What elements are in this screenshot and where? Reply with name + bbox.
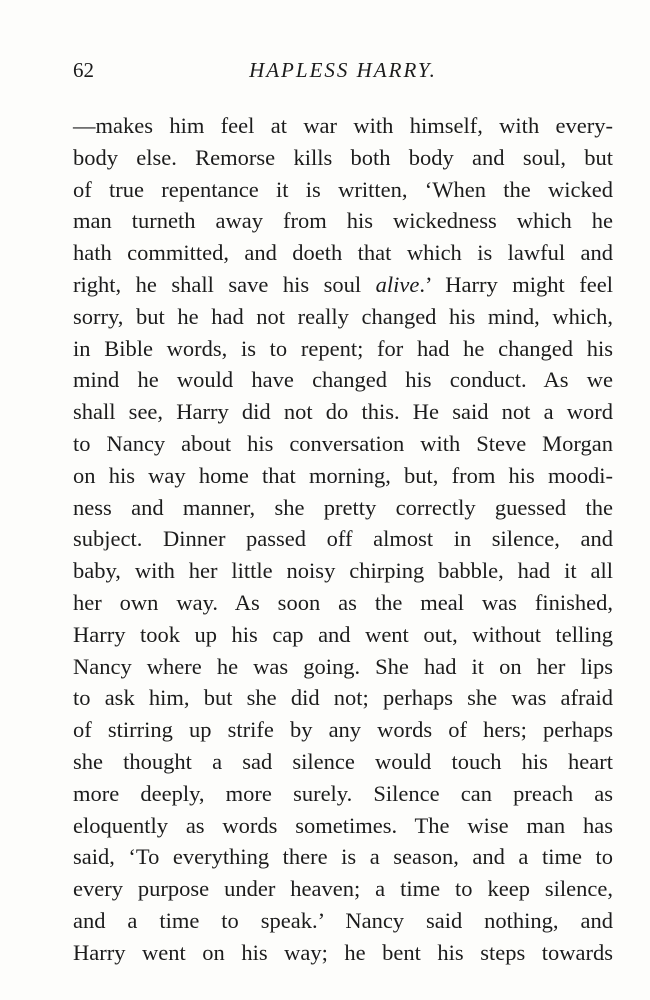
text-line: hath committed, and doeth that which is lawful and [73,240,613,266]
text-line: Nancy where he was going. She had it on her lips [73,653,613,679]
body-text [73,110,613,969]
text-line: sorry, but he had not really changed his mind, which, [73,303,613,329]
text-line: to ask him, but she did not; perhaps she was afraid [73,685,613,711]
text-line: to Nancy about his conversation with Steve Morgan [73,430,613,456]
page-header [73,58,613,90]
text-line: Harry went on his way; he bent his steps towards [73,939,613,965]
text-line: her own way. As soon as the meal was finished, [73,589,613,615]
text-line: baby, with her little noisy chirping babble, had it all [73,558,613,584]
text-line: —makes him feel at war with himself, with every- [73,113,613,138]
text-line: eloquently as words sometimes. The wise man has [73,812,613,838]
text-line: body else. Remorse kills both body and soul, but [73,144,613,170]
text-line: man turneth away from his wickedness which he [73,208,613,234]
text-line: ness and manner, she pretty correctly guessed the [73,494,613,520]
page-number: 62 [73,58,94,82]
running-title: HAPLESS HARRY. [249,58,437,82]
text-line: mind he would have changed his conduct. As we [73,367,613,393]
text-line: and a time to speak.’ Nancy said nothing, and [73,907,613,933]
text-line: she thought a sad silence would touch his heart [73,748,613,774]
text-line: said, ‘To everything there is a season, and a time to [73,844,613,870]
text-line: on his way home that morning, but, from his moodi- [73,462,613,488]
text-line: shall see, Harry did not do this. He said not a word [73,399,613,425]
emphasized-word: alive [375,271,420,297]
text-line: Harry took up his cap and went out, without telling [73,621,613,647]
text-line: subject. Dinner passed off almost in silence, and [73,526,613,552]
text-line: right, he shall save his soul alive.’ Harry might feel [73,271,613,297]
text-line: of true repentance it is written, ‘When the wicked [73,176,613,202]
text-line: more deeply, more surely. Silence can preach as [73,780,613,806]
text-line: every purpose under heaven; a time to keep silence, [73,876,613,902]
text-line: of stirring up strife by any words of hers; perhaps [73,717,613,743]
text-line: in Bible words, is to repent; for had he changed his [73,335,613,361]
